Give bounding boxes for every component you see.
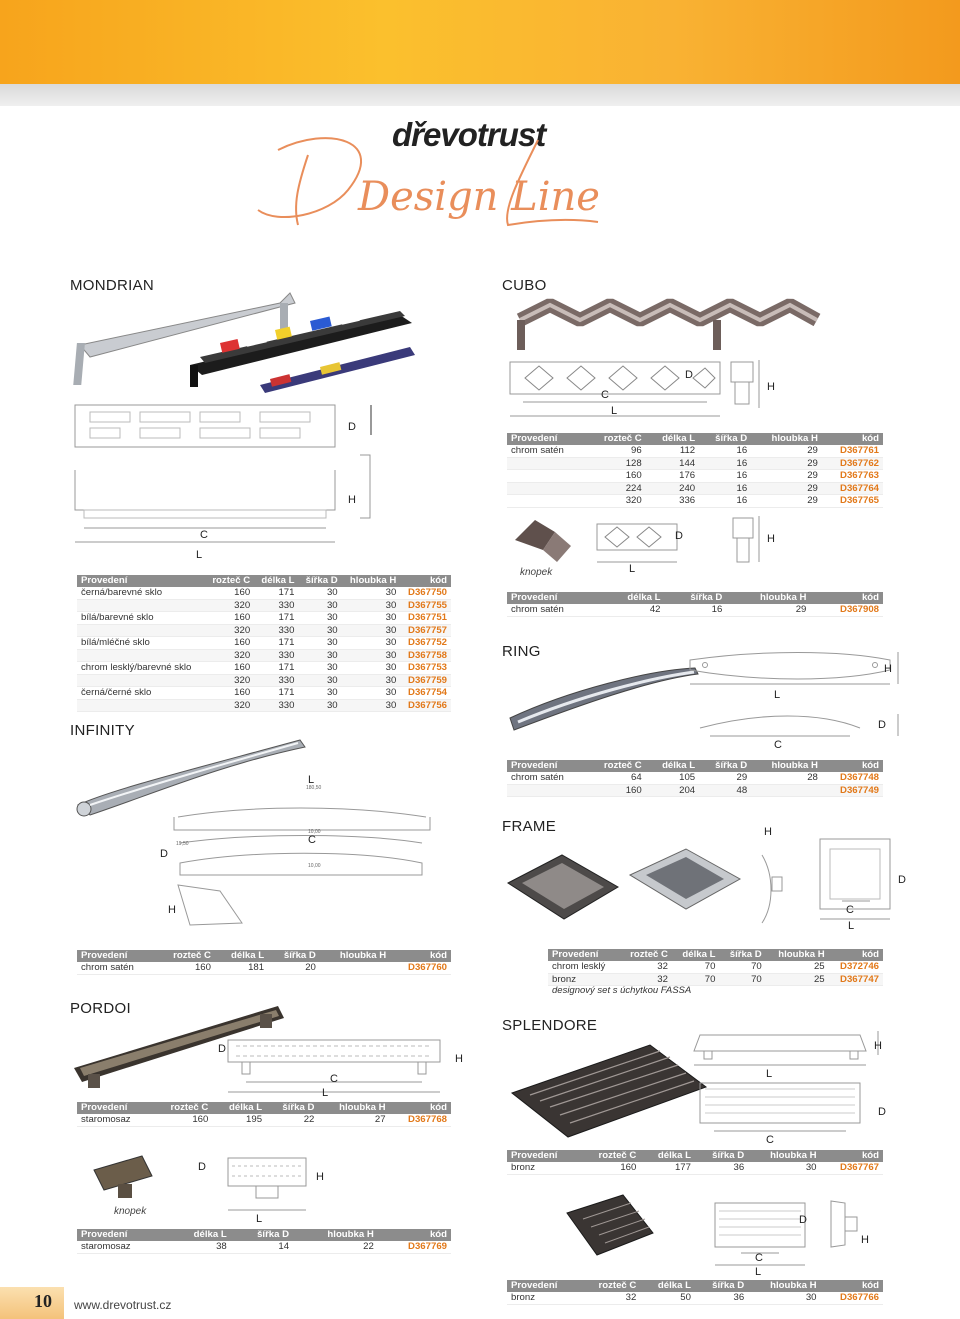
pordoi-knob-h-label: H	[316, 1171, 324, 1183]
ring-h-label: H	[884, 663, 892, 675]
frame-l-label: L	[848, 920, 855, 932]
col-header: kód	[390, 950, 451, 962]
frame-d-label: D	[898, 874, 906, 886]
splendore-knob-d-label: D	[799, 1214, 807, 1226]
pordoi-c-label: C	[330, 1073, 338, 1085]
col-header: kód	[810, 592, 883, 604]
cubo-knob-image	[505, 510, 905, 590]
infinity-c-label: C	[308, 834, 316, 846]
cubo-knob-caption: knopek	[520, 567, 553, 578]
col-header: rozteč C	[586, 433, 646, 445]
col-header: kód	[821, 1280, 884, 1292]
pordoi-knob-d-label: D	[198, 1161, 206, 1173]
cubo-knob-d-label: D	[675, 530, 683, 542]
col-header: Provedení	[507, 1280, 579, 1292]
mondrian-d-label: D	[348, 421, 356, 433]
col-header: kód	[829, 949, 883, 961]
col-header: rozteč C	[156, 950, 215, 962]
ring-c-label: C	[774, 739, 782, 751]
infinity-spec-table	[77, 950, 451, 975]
col-header: hloubka H	[342, 575, 401, 587]
cubo-knob-l-label: L	[629, 563, 636, 575]
col-header: šířka D	[231, 1229, 293, 1241]
splendore-knob-l-label: L	[755, 1266, 762, 1278]
col-header: délka L	[167, 1229, 231, 1241]
ring-product-image	[500, 640, 920, 760]
table-row: 320 330 30 30 D367756	[77, 699, 451, 712]
infinity-d-value: 19,50	[176, 841, 189, 847]
col-header: kód	[400, 575, 451, 587]
mondrian-h-label: H	[348, 494, 356, 506]
frame-c-label: C	[846, 904, 854, 916]
ring-spec-table	[507, 760, 883, 797]
col-header: Provedení	[77, 950, 156, 962]
infinity-d-label: D	[160, 848, 168, 860]
col-header: hloubka H	[751, 433, 822, 445]
ring-title: RING	[502, 643, 541, 660]
col-header: rozteč C	[619, 949, 672, 961]
splendore-knob-spec-table	[507, 1280, 883, 1305]
splendore-product-image	[500, 1025, 920, 1150]
table-row: bílá/barevné sklo 160 171 30 30 D367751	[77, 612, 451, 625]
col-header: délka L	[215, 950, 268, 962]
col-header: šířka D	[298, 575, 341, 587]
col-header: hloubka H	[748, 1150, 820, 1162]
mondrian-title: MONDRIAN	[70, 277, 155, 294]
table-row: staromosaz 38 14 22 D367769	[77, 1241, 451, 1253]
header-grey-band	[0, 84, 960, 106]
col-header: délka L	[601, 592, 664, 604]
page-number: 10	[34, 1291, 52, 1311]
pordoi-title: PORDOI	[70, 1000, 131, 1017]
col-header: kód	[390, 1102, 451, 1114]
mondrian-technical-drawing	[70, 400, 450, 565]
table-row: chrom satén 42 16 29 D367908	[507, 604, 883, 616]
col-header: Provedení	[507, 433, 586, 445]
col-header: hloubka H	[766, 949, 829, 961]
table-row: 320 336 16 29 D367765	[507, 495, 883, 508]
col-header: šířka D	[695, 1280, 748, 1292]
col-header: délka L	[254, 575, 298, 587]
cubo-h-label: H	[767, 381, 775, 393]
cubo-l-label: L	[611, 405, 618, 417]
infinity-l-label: L	[308, 774, 315, 786]
table-row: chrom lesklý/barevné sklo 160 171 30 30 D367753	[77, 662, 451, 675]
table-row: 128 144 16 29 D367762	[507, 457, 883, 470]
mondrian-c-label: C	[200, 529, 208, 541]
col-header: délka L	[646, 433, 699, 445]
col-header: kód	[821, 1150, 884, 1162]
table-row: staromosaz 160 195 22 27 D367768	[77, 1114, 451, 1126]
col-header: hloubka H	[320, 950, 390, 962]
col-header: rozteč C	[579, 1280, 640, 1292]
table-row: 320 330 30 30 D367757	[77, 624, 451, 637]
pordoi-l-label: L	[322, 1087, 329, 1099]
page-number-tab	[0, 1287, 64, 1319]
design-line-script	[238, 130, 668, 240]
col-header: kód	[378, 1229, 451, 1241]
pordoi-knob-spec-table	[77, 1229, 451, 1254]
splendore-h-label: H	[874, 1040, 882, 1052]
design-line-text: Design Line	[358, 174, 600, 220]
frame-title: FRAME	[502, 818, 556, 835]
col-header: šířka D	[695, 1150, 748, 1162]
splendore-c-label: C	[766, 1134, 774, 1146]
splendore-l-label: L	[766, 1068, 773, 1080]
infinity-product-image	[70, 735, 460, 945]
col-header: délka L	[640, 1150, 695, 1162]
col-header: délka L	[646, 760, 699, 772]
col-header: šířka D	[699, 760, 751, 772]
col-header: Provedení	[548, 949, 619, 961]
col-header: šířka D	[268, 950, 320, 962]
pordoi-product-image	[70, 1000, 470, 1100]
col-header: rozteč C	[586, 760, 646, 772]
splendore-spec-table	[507, 1150, 883, 1175]
splendore-knob-image	[505, 1185, 905, 1280]
table-row: 320 330 30 30 D367758	[77, 649, 451, 662]
table-row: 160 176 16 29 D367763	[507, 470, 883, 483]
cubo-title: CUBO	[502, 277, 547, 294]
infinity-l-value: 180,50	[306, 785, 322, 791]
col-header: kód	[822, 433, 883, 445]
col-header: šířka D	[719, 949, 765, 961]
col-header: šířka D	[664, 592, 726, 604]
col-header: šířka D	[266, 1102, 318, 1114]
mondrian-l-label: L	[196, 549, 203, 561]
table-row: černá/černé sklo 160 171 30 30 D367754	[77, 687, 451, 700]
col-header: hloubka H	[318, 1102, 389, 1114]
pordoi-knob-l-label: L	[256, 1213, 263, 1225]
splendore-knob-c-label: C	[755, 1252, 763, 1264]
cubo-c-label: C	[601, 389, 609, 401]
pordoi-spec-table	[77, 1102, 451, 1127]
col-header: Provedení	[77, 575, 205, 587]
col-header: délka L	[212, 1102, 266, 1114]
table-row: chrom satén 64 105 29 28 D367748	[507, 772, 883, 784]
pordoi-h-label: H	[455, 1053, 463, 1065]
ring-d-label: D	[878, 719, 886, 731]
infinity-title: INFINITY	[70, 722, 135, 739]
table-row: bronz 160 177 36 30 D367767	[507, 1162, 883, 1174]
col-header: kód	[822, 760, 883, 772]
frame-product-image	[500, 825, 920, 940]
col-header: hloubka H	[293, 1229, 378, 1241]
col-header: délka L	[640, 1280, 695, 1292]
mondrian-spec-table	[77, 575, 451, 712]
mondrian-product-image	[70, 285, 420, 395]
pordoi-knob-caption: knopek	[114, 1206, 147, 1217]
frame-h-label: H	[764, 826, 772, 838]
table-row: chrom satén 96 112 16 29 D367761	[507, 445, 883, 457]
col-header: délka L	[672, 949, 720, 961]
splendore-knob-h-label: H	[861, 1234, 869, 1246]
table-row: chrom satén 160 181 20 D367760	[77, 962, 451, 974]
pordoi-d-label: D	[218, 1043, 226, 1055]
brand-logo: dřevotrust	[392, 116, 546, 153]
col-header: Provedení	[507, 1150, 579, 1162]
col-header: hloubka H	[751, 760, 822, 772]
frame-spec-table	[548, 949, 883, 986]
col-header: Provedení	[77, 1102, 152, 1114]
col-header: hloubka H	[748, 1280, 820, 1292]
table-row: chrom lesklý 32 70 70 25 D372746	[548, 961, 883, 973]
infinity-c-value: 10,00	[308, 829, 321, 835]
splendore-title: SPLENDORE	[502, 1017, 598, 1034]
infinity-h-label: H	[168, 904, 176, 916]
frame-note: designový set s úchytkou FASSA	[552, 985, 692, 996]
col-header: Provedení	[77, 1229, 167, 1241]
table-row: bronz 32 50 36 30 D367766	[507, 1292, 883, 1304]
ring-l-label: L	[774, 689, 781, 701]
col-header: Provedení	[507, 592, 601, 604]
table-row: bronz 32 70 70 25 D367747	[548, 973, 883, 986]
col-header: hloubka H	[726, 592, 810, 604]
table-row: 160 204 48 D367749	[507, 784, 883, 797]
table-row: 224 240 16 29 D367764	[507, 482, 883, 495]
header-orange-band	[0, 0, 960, 84]
col-header: rozteč C	[205, 575, 254, 587]
table-row: 320 330 30 30 D367759	[77, 674, 451, 687]
col-header: šířka D	[699, 433, 751, 445]
table-row: bílá/mléčné sklo 160 171 30 30 D367752	[77, 637, 451, 650]
infinity-c2-value: 10,00	[308, 863, 321, 869]
cubo-product-image	[505, 290, 925, 425]
cubo-knob-h-label: H	[767, 533, 775, 545]
col-header: Provedení	[507, 760, 586, 772]
splendore-d-label: D	[878, 1106, 886, 1118]
table-row: 320 330 30 30 D367755	[77, 599, 451, 612]
cubo-spec-table	[507, 433, 883, 508]
cubo-d-label: D	[685, 369, 693, 381]
col-header: rozteč C	[579, 1150, 640, 1162]
col-header: rozteč C	[152, 1102, 212, 1114]
website-link[interactable]: www.drevotrust.cz	[74, 1298, 172, 1312]
cubo-knob-spec-table	[507, 592, 883, 617]
table-row: černá/barevné sklo 160 171 30 30 D367750	[77, 587, 451, 599]
